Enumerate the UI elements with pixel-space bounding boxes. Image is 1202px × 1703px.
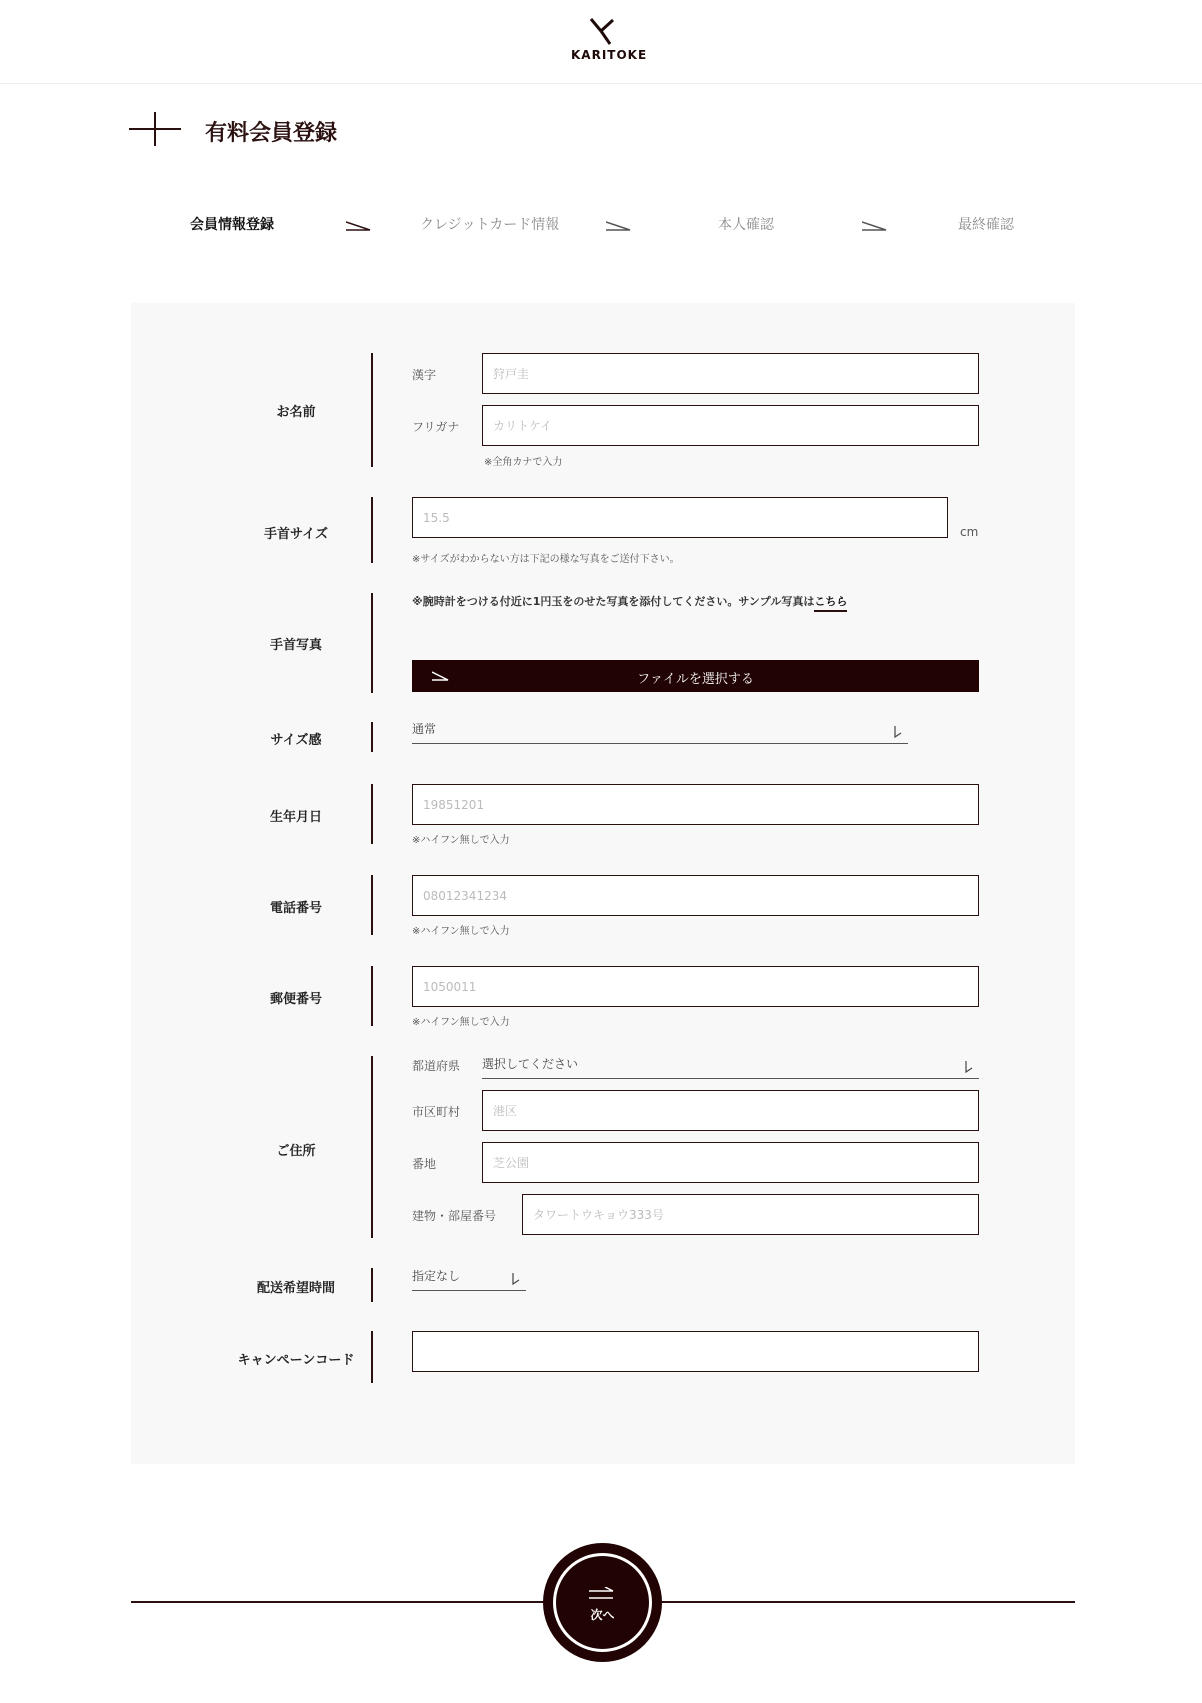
birthday-note: ※ハイフン無しで入力 (412, 835, 510, 846)
prefecture-select[interactable] (482, 1053, 979, 1079)
building-input[interactable] (522, 1194, 979, 1235)
prefecture-label: 都道府県 (412, 1059, 461, 1073)
select-file-button[interactable] (412, 660, 979, 692)
step-member-info: 会員情報登録 (190, 217, 274, 233)
row-divider (371, 593, 373, 693)
prefecture-select-value: 選択してください (482, 1057, 579, 1071)
phone-label: 電話番号 (269, 901, 322, 916)
next-button-label: 次へ (590, 1608, 615, 1622)
kana-name-input[interactable] (482, 405, 979, 446)
street-input[interactable] (482, 1142, 979, 1183)
chevron-down-icon (965, 1061, 973, 1073)
kanji-name-input[interactable] (482, 353, 979, 394)
step-arrow-icon (862, 220, 888, 232)
brand-logo[interactable] (571, 16, 648, 70)
birthday-label: 生年月日 (269, 810, 322, 825)
row-divider (371, 1331, 373, 1383)
select-file-label: ファイルを選択する (637, 671, 754, 686)
delivery-time-select[interactable] (412, 1265, 526, 1291)
progress-steps (120, 214, 1082, 244)
step-final-confirm: 最終確認 (958, 217, 1014, 233)
row-divider (371, 353, 373, 467)
row-divider (371, 497, 373, 563)
birthday-input[interactable] (412, 784, 979, 825)
phone-input[interactable] (412, 875, 979, 916)
k-logo-icon (586, 16, 616, 46)
chevron-down-icon (512, 1273, 520, 1285)
wrist-size-label: 手首サイズ (264, 527, 328, 542)
fit-select-value: 通常 (412, 722, 437, 736)
row-divider (371, 784, 373, 844)
step-arrow-icon (606, 220, 632, 232)
phone-note: ※ハイフン無しで入力 (412, 926, 510, 937)
row-divider (371, 722, 373, 752)
delivery-time-label: 配送希望時間 (256, 1281, 335, 1296)
street-label: 番地 (412, 1157, 437, 1171)
wrist-photo-label: 手首写真 (269, 638, 322, 653)
city-label: 市区町村 (412, 1105, 461, 1119)
address-label: ご住所 (276, 1144, 316, 1159)
kana-label: フリガナ (412, 420, 460, 434)
row-divider (371, 875, 373, 935)
kana-note: ※全角カナで入力 (484, 457, 563, 468)
row-divider (371, 1056, 373, 1238)
campaign-code-input[interactable] (412, 1331, 979, 1372)
wrist-photo-note-text: ※腕時計をつける付近に1円玉をのせた写真を添付してください。サンプル写真は (412, 595, 815, 608)
city-input[interactable] (482, 1090, 979, 1131)
postal-label: 郵便番号 (269, 992, 322, 1007)
wrist-size-unit: cm (960, 525, 979, 539)
fit-select[interactable] (412, 718, 908, 744)
page-title: 有料会員登録 (205, 121, 338, 146)
next-button-ring (553, 1553, 652, 1652)
brand-name: KARITOKE (571, 48, 648, 62)
row-divider (371, 1268, 373, 1302)
step-arrow-icon (346, 220, 372, 232)
delivery-time-select-value: 指定なし (412, 1269, 461, 1283)
row-divider (371, 966, 373, 1026)
building-label: 建物・部屋番号 (412, 1209, 497, 1223)
postal-code-input[interactable] (412, 966, 979, 1007)
wrist-photo-note (412, 593, 847, 609)
arrow-right-icon (589, 1587, 615, 1601)
site-header (0, 0, 1202, 84)
wrist-size-note: ※サイズがわからない方は下記の様な写真をご送付下さい。 (412, 554, 680, 565)
step-credit-card: クレジットカード情報 (420, 217, 560, 233)
fit-label: サイズ感 (270, 733, 322, 748)
postal-note: ※ハイフン無しで入力 (412, 1017, 510, 1028)
step-identity: 本人確認 (718, 217, 774, 233)
plus-icon (129, 112, 181, 146)
sample-photo-link[interactable]: こちら (814, 595, 847, 612)
chevron-down-icon (894, 726, 902, 738)
name-label: お名前 (276, 405, 316, 420)
campaign-code-label: キャンペーンコード (237, 1353, 355, 1368)
wrist-size-input[interactable] (412, 497, 948, 538)
next-button[interactable] (543, 1543, 662, 1662)
kanji-label: 漢字 (412, 368, 437, 382)
